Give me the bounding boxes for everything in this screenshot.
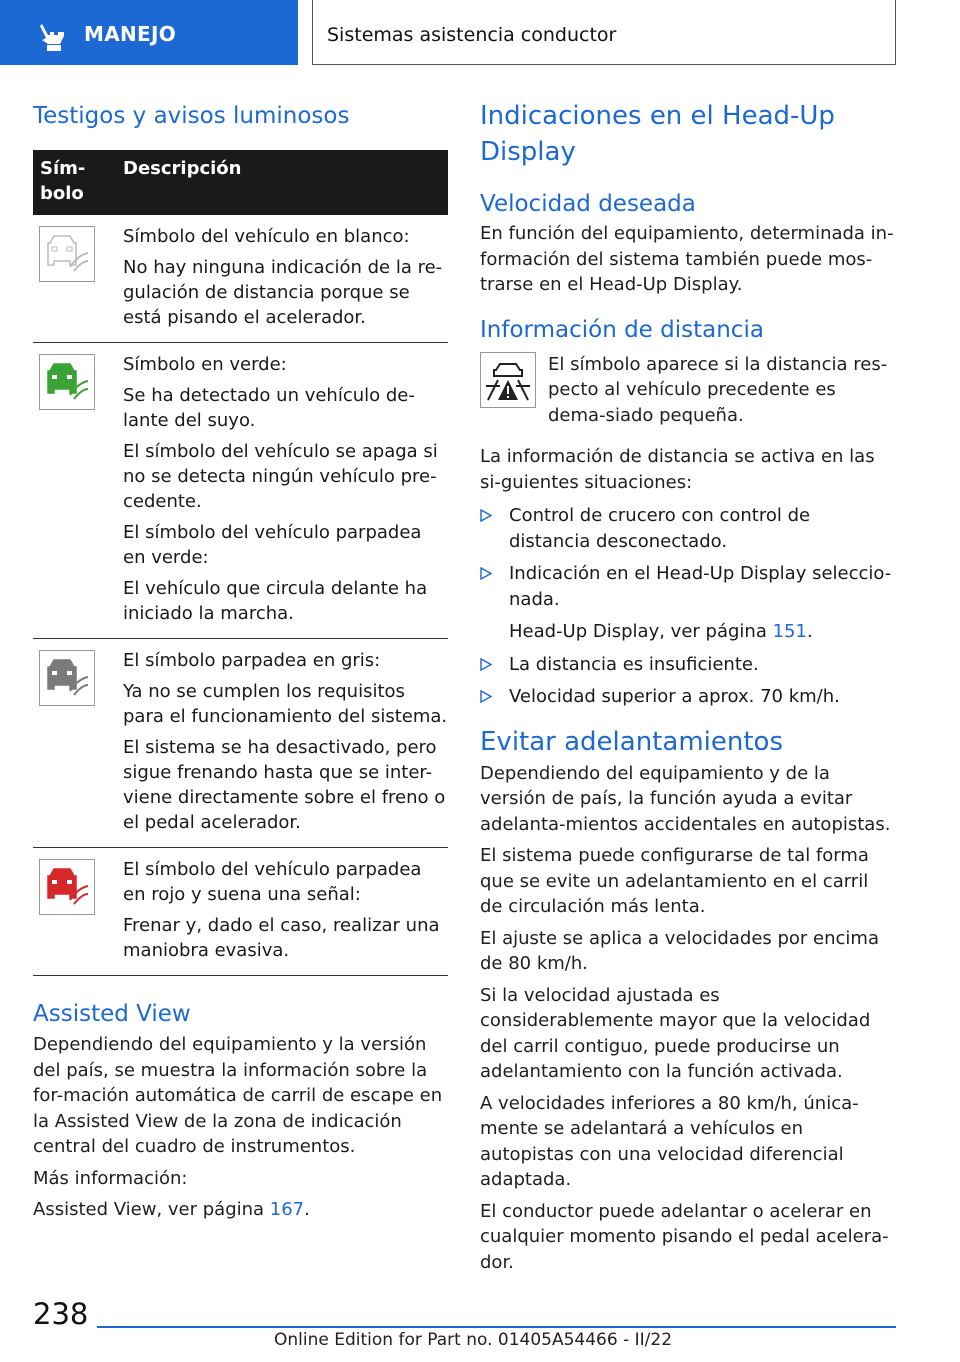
- speed-title: Velocidad deseada: [480, 191, 696, 217]
- vehicle-red-icon: [39, 859, 95, 915]
- table-row: [33, 215, 448, 343]
- chapter-tab: [0, 0, 298, 65]
- description-cell: [123, 857, 448, 963]
- speed-body: En función del equipamiento, determinada in-formación del sistema también puede mos-trarse en el Head-Up Display.: [480, 223, 894, 295]
- page-link-167[interactable]: 167: [269, 1199, 305, 1220]
- description-line: No hay ninguna indicación de la re-gulación de distancia porque se está pisando el acelerador.: [123, 257, 443, 328]
- triangle-bullet-icon: [480, 567, 492, 580]
- list-item: Indicación en el Head-Up Display seleccio-nada.: [480, 561, 896, 612]
- table-header: [33, 150, 448, 215]
- assisted-view-title: Assisted View: [33, 1001, 191, 1027]
- description-line: Se ha detectado un vehículo de-lante del suyo.: [123, 385, 415, 431]
- paragraph: El sistema puede configurarse de tal forma que se evite un adelantamiento en el carril de circulación más lenta.: [480, 845, 869, 917]
- chapter-title: MANEJO: [84, 22, 177, 46]
- description-line: Frenar y, dado el caso, realizar una maniobra evasiva.: [123, 915, 440, 961]
- table-row: [33, 343, 448, 639]
- description-cell: [123, 352, 448, 626]
- paragraph: Si la velocidad ajustada es considerablemente mayor que la velocidad del carril contiguo, puede producirse un adelantamiento con la función activada.: [480, 984, 871, 1082]
- assisted-view-ref: [33, 1197, 448, 1223]
- description-line: Símbolo del vehículo en blanco:: [123, 226, 410, 247]
- paragraph: Dependiendo del equipamiento y de la versión de país, la función ayuda a evitar adelanta-mientos accidentales en autopistas.: [480, 762, 891, 835]
- description-cell: [123, 224, 448, 330]
- description-line: El símbolo parpadea en gris:: [123, 650, 381, 671]
- description-line: El símbolo del vehículo parpadea en rojo y suena una señal:: [123, 859, 422, 905]
- header-symbol: Sím- bolo: [40, 158, 86, 204]
- description-line: El sistema se ha desactivado, pero sigue frenando hasta que se inter-viene directamente sobre el freno o el pedal acelerador.: [123, 737, 446, 833]
- indicator-table: [33, 150, 448, 976]
- list-item: La distancia es insuficiente.: [480, 652, 896, 678]
- hand-pointer-icon: [34, 22, 68, 54]
- symbol-cell: [33, 648, 123, 835]
- symbol-cell: [33, 352, 123, 626]
- symbol-cell: [33, 224, 123, 330]
- distance-symbol-text: El símbolo aparece si la distancia res-pecto al vehículo precedente es dema-siado pequeña.: [548, 353, 888, 426]
- triangle-bullet-icon: [480, 690, 492, 703]
- distance-body: La información de distancia se activa en las si-guientes situaciones:: [480, 446, 875, 493]
- section-header: [312, 0, 896, 65]
- triangle-bullet-icon: [480, 509, 492, 522]
- vehicle-gray-icon: [39, 650, 95, 706]
- paragraph: A velocidades inferiores a 80 km/h, única-mente se adelantará a vehículos en autopistas con una velocidad diferencial adaptada.: [480, 1092, 859, 1190]
- symbol-cell: [33, 857, 123, 963]
- distance-conditions: [480, 503, 896, 612]
- section-title: Sistemas asistencia conductor: [327, 24, 617, 46]
- description-line: El símbolo del vehículo parpadea en verde:: [123, 522, 422, 568]
- description-line: Símbolo en verde:: [123, 354, 287, 375]
- table-row: [33, 848, 448, 976]
- page-link-151[interactable]: 151: [772, 621, 807, 642]
- table-row: [33, 639, 448, 848]
- paragraph: El ajuste se aplica a velocidades por encima de 80 km/h.: [480, 927, 879, 974]
- vehicle-green-icon: [39, 354, 95, 410]
- ref-text: Assisted View, ver página: [33, 1199, 270, 1220]
- left-column: [33, 98, 448, 1223]
- overtake-title: Evitar adelantamientos: [480, 726, 783, 757]
- edition-text: Online Edition for Part no. 01405A54466 - II/22: [274, 1330, 673, 1350]
- right-column: [480, 98, 896, 1275]
- assisted-view-body: Dependiendo del equipamiento y la versión del país, se muestra la información sobre la for-mación automática de carril de escape en la Assisted View de la zona de indicación central del cuadro de instrumentos.: [33, 1034, 443, 1157]
- page-number: 238: [33, 1297, 89, 1331]
- header-description: Descripción: [123, 158, 242, 179]
- distance-title: Información de distancia: [480, 316, 764, 343]
- distance-conditions-2: [480, 652, 896, 710]
- paragraph: El conductor puede adelantar o acelerar en cualquier momento pisando el pedal acelera-dor.: [480, 1200, 889, 1273]
- distance-warning-icon: [480, 352, 536, 408]
- hud-title: Indicaciones en el Head-Up Display: [480, 101, 835, 167]
- vehicle-white-icon: [39, 226, 95, 282]
- overtake-body: [480, 761, 896, 1276]
- table-title: Testigos y avisos luminosos: [33, 103, 350, 129]
- hud-ref: Head-Up Display, ver página 151.: [509, 621, 813, 642]
- footer-rule: [97, 1326, 896, 1328]
- description-line: El vehículo que circula delante ha iniciado la marcha.: [123, 578, 428, 624]
- description-line: Ya no se cumplen los requisitos para el funcionamiento del sistema.: [123, 681, 448, 727]
- list-item: Velocidad superior a aprox. 70 km/h.: [480, 684, 896, 710]
- ref-end: .: [304, 1199, 310, 1220]
- list-item: Control de crucero con control de distancia desconectado.: [480, 503, 896, 554]
- description-cell: [123, 648, 448, 835]
- more-info-label: Más información:: [33, 1167, 188, 1189]
- description-line: El símbolo del vehículo se apaga si no se detecta ningún vehículo pre-cedente.: [123, 441, 438, 512]
- triangle-bullet-icon: [480, 658, 492, 671]
- distance-symbol-row: [480, 352, 896, 429]
